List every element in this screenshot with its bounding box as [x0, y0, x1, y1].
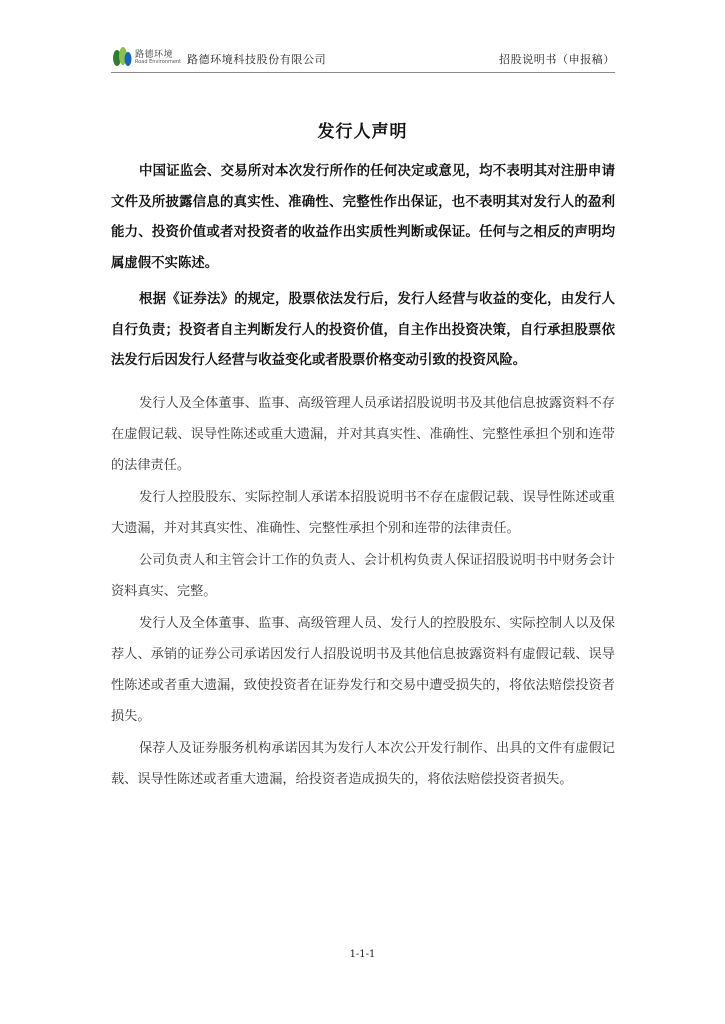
document-type: 招股说明书（申报稿） [499, 53, 615, 66]
leaf-logo-icon [111, 46, 133, 68]
paragraph-5: 公司负责人和主管会计工作的负责人、会计机构负责人保证招股说明书中财务会计资料真实、完整。 [111, 552, 615, 599]
paragraph-6: 发行人及全体董事、监事、高级管理人员、发行人的控股股东、实际控制人以及保荐人、承销的证券公司承诺因发行人招股说明书及其他信息披露资料有虚假记载、误导性陈述或者重大遗漏，致使投资者在证券发行和交易中遭受损失的，将依法赔偿投资者损失。 [111, 615, 615, 724]
paragraph-3: 发行人及全体董事、监事、高级管理人员承诺招股说明书及其他信息披露资料不存在虚假记载、误导性陈述或重大遗漏，并对其真实性、准确性、完整性承担个别和连带的法律责任。 [111, 395, 615, 473]
paragraph-7: 保荐人及证券服务机构承诺因其为发行人本次公开发行制作、出具的文件有虚假记载、误导性陈述或者重大遗漏，给投资者造成损失的，将依法赔偿投资者损失。 [111, 740, 615, 787]
logo-text: 路德环境 [135, 50, 174, 60]
paragraph-1: 中国证监会、交易所对本次发行所作的任何决定或意见，均不表明其对注册申请文件及所披露信息的真实性、准确性、完整性作出保证，也不表明其对发行人的盈利能力、投资价值或者对投资者的收益作出实质性判断或保证。任何与之相反的声明均属虚假不实陈述。 [111, 164, 615, 271]
page-number: 1-1-1 [349, 949, 376, 960]
paragraph-2: 根据《证券法》的规定，股票依法发行后，发行人经营与收益的变化，由发行人自行负责；投资者自主判断发行人的投资价值，自主作出投资决策，自行承担股票依法发行后因发行人经营与收益变化或者股票价格变动引致的投资风险。 [111, 292, 615, 368]
declaration-body [111, 157, 615, 795]
logo-subtext: Road Environment [135, 59, 182, 65]
page-title: 发行人声明 [317, 122, 408, 142]
company-logo [111, 46, 183, 68]
page-header [111, 44, 615, 73]
company-name: 路德环境科技股份有限公司 [187, 53, 327, 66]
paragraph-4: 发行人控股股东、实际控制人承诺本招股说明书不存在虚假记载、误导性陈述或重大遗漏，并对其真实性、准确性、完整性承担个别和连带的法律责任。 [111, 489, 615, 536]
